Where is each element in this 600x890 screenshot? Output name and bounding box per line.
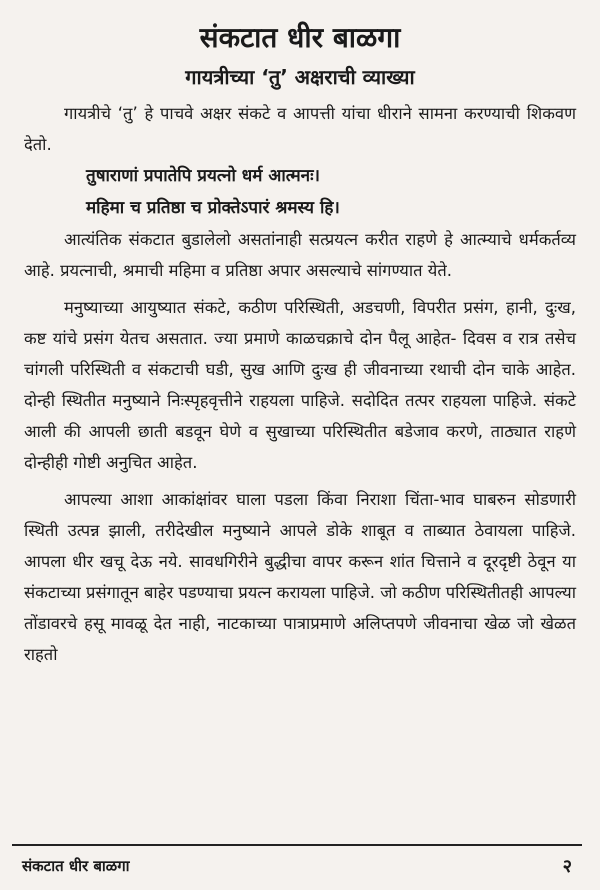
- page-title: संकटात धीर बाळगा: [199, 21, 401, 54]
- verse-line: तुषाराणां प्रपातेपि प्रयत्नो धर्म आत्मनः।: [86, 166, 320, 186]
- footer-divider: [12, 844, 582, 846]
- verse-line: महिमा च प्रतिष्ठा च प्रोक्तेऽपारं श्रमस्य हि।: [86, 198, 340, 218]
- page-footer: [22, 852, 572, 880]
- page-number: २: [562, 856, 572, 877]
- paragraph-intro: गायत्रीचे ‘तु’ हे पाचवे अक्षर संकटे व आपत्ती यांचा धीराने सामना करण्याची शिकवण देतो.: [24, 104, 576, 154]
- sanskrit-verse: [24, 160, 576, 224]
- page-subtitle: गायत्रीच्या ‘तु’ अक्षराची व्याख्या: [185, 65, 415, 89]
- running-title: संकटात धीर बाळगा: [22, 857, 130, 875]
- paragraph-body: मनुष्याच्या आयुष्यात संकटे, कठीण परिस्थिती, अडचणी, विपरीत प्रसंग, हानी, दुःख, कष्ट यांचे प्रसंग येतच असतात. ज्या प्रमाणे काळचक्राचे दोन पैलू आहेत- दिवस व रात्र तसेच चांगली परिस्थिती व संकटाची घडी, सुख आणि दुःख ही जीवनाच्या रथाची दोन चाके आहेत. दोन्ही स्थितीत मनुष्याने निःस्पृहवृत्तीने राहयला पाहिजे. सदोदित तत्पर राहयला पाहिजे. संकटे आली की आपली छाती बडवून घेणे व सुखाच्या परिस्थितीत बडेजाव करणे, ताठ्यात राहणे दोन्हीही गोष्टी अनुचित आहेत.: [24, 298, 576, 472]
- paragraph-body: आपल्या आशा आकांक्षांवर घाला पडला किंवा निराशा चिंता-भाव घाबरुन सोडणारी स्थिती उत्पन्न झाली, तरीदेखील मनुष्याने आपले डोके शाबूत व ताब्यात ठेवायला पाहिजे. आपला धीर खचू देऊ नये. सावधगिरीने बुद्धीचा वापर करून शांत चित्ताने व दूरदृष्टी ठेवून या संकटाच्या प्रसंगातून बाहेर पडण्याचा प्रयत्न करायला पाहिजे. जो कठीण परिस्थितीतही आपल्या तोंडावरचे हसू मावळू देत नाही, नाटकाच्या पात्राप्रमाणे अलिप्तपणे जीवनाचा खेळ जो खेळत राहतो: [24, 490, 576, 664]
- paragraph-verse-meaning: आत्यंतिक संकटात बुडालेलो असतांनाही सत्प्रयत्न करीत राहणे हे आत्म्याचे धर्मकर्तव्य आहे. प्रयत्नाची, श्रमाची महिमा व प्रतिष्ठा अपार असल्याचे सांगण्यात येते.: [24, 230, 576, 280]
